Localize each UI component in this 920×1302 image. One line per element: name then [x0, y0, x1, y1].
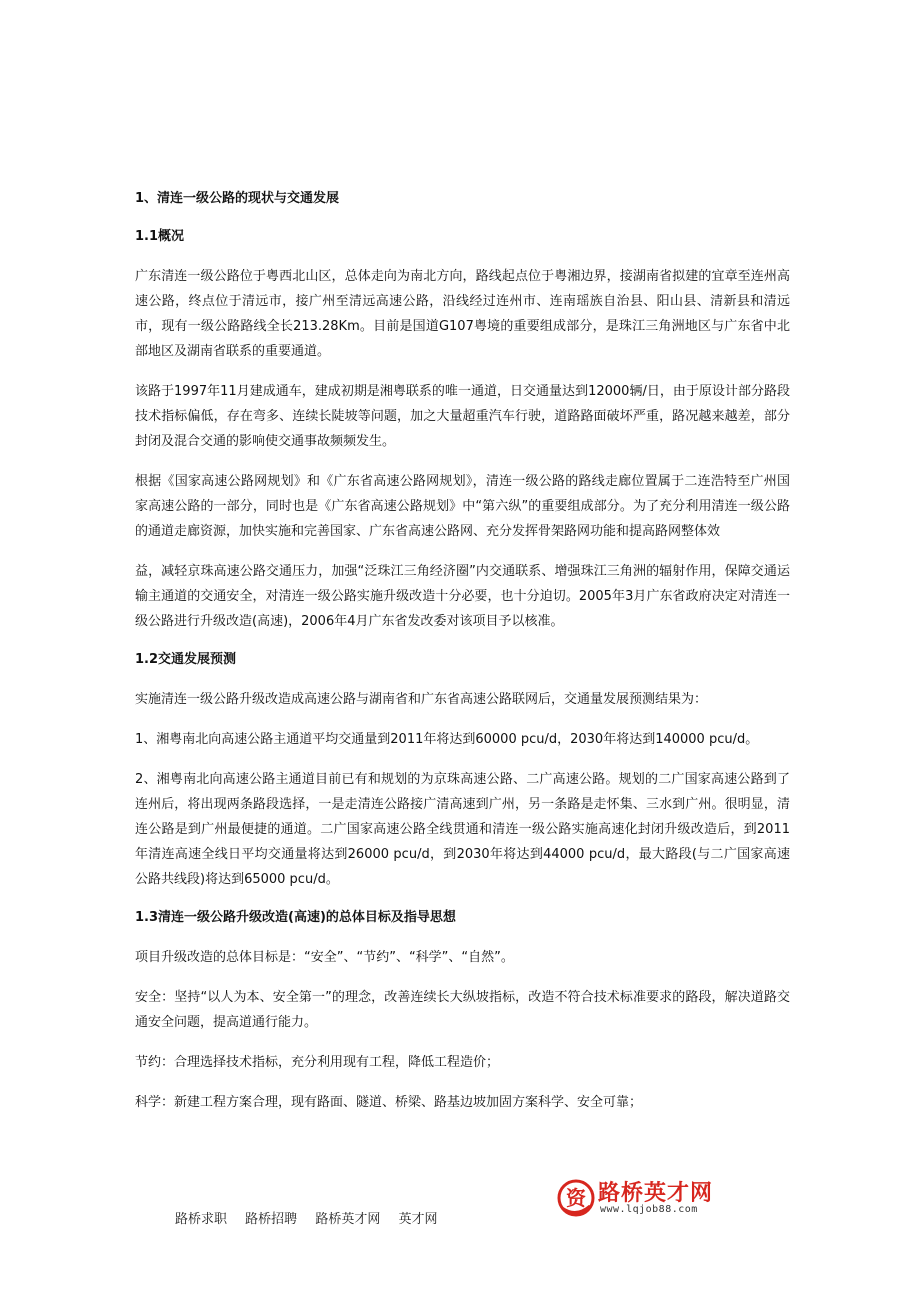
paragraph-safety: 安全：坚持“以人为本、安全第一”的理念，改善连续长大纵坡指标，改造不符合技术标准要求的路段，解决道路交通安全问题，提高道通行能力。 [135, 990, 790, 1030]
paragraph-benefit: 益，减轻京珠高速公路交通压力，加强“泛珠江三角经济圈”内交通联系、增强珠江三角洲的辐射作用，保障交通运输主通道的交通安全，对清连一级公路实施升级改造十分必要，也十分迫切。2005年3月广东省政府决定对清连一级公路进行升级改造(高速)，2006年4月广东省发改委对该项目予以核准。 [135, 564, 790, 629]
footer-links [175, 1208, 451, 1227]
page-footer [0, 1170, 920, 1230]
footer-link-talent[interactable]: 英才网 [398, 1212, 438, 1227]
paragraph-forecast-intro: 实施清连一级公路升级改造成高速公路与湖南省和广东省高速公路联网后，交通量发展预测结果为： [135, 692, 708, 707]
paragraph-forecast-2: 2、湘粤南北向高速公路主通道目前已有和规划的为京珠高速公路、二广高速公路。规划的二广国家高速公路到了连州后，将出现两条路段选择，一是走清连公路接广清高速到广州，另一条路是走怀集、三水到广州。很明显，清连公路是到广州最便捷的通道。二广国家高速公路全线贯通和清连一级公路实施高速化封闭升级改造后，到2011年清连高速全线日平均交通量将达到26000 pcu/d，到2030年将达到44000 pcu/d，最大路段(与二广国家高速公路共线段)将达到65000 pcu/d。 [135, 772, 791, 887]
logo-emblem-icon [556, 1178, 596, 1218]
document-body [135, 188, 790, 1130]
site-logo[interactable] [556, 1178, 756, 1222]
logo-url: www.lqjob88.com [600, 1204, 698, 1215]
paragraph-economy: 节约：合理选择技术指标，充分利用现有工程，降低工程造价； [135, 1055, 500, 1070]
subsection-heading-1-3: 1.3清连一级公路升级改造(高速)的总体目标及指导思想 [135, 910, 456, 925]
paragraph-goals: 项目升级改造的总体目标是：“安全”、“节约”、“科学”、“自然”。 [135, 950, 514, 965]
section-heading-1: 1、清连一级公路的现状与交通发展 [135, 191, 340, 206]
footer-link-job-search[interactable]: 路桥求职 [175, 1212, 228, 1227]
paragraph-overview: 广东清连一级公路位于粤西北山区，总体走向为南北方向，路线起点位于粤湘边界，接湖南省拟建的宜章至连州高速公路，终点位于清远市，接广州至清远高速公路，沿线经过连州市、连南瑶族自治县、阳山县、清新县和清远市，现有一级公路路线全长213.28Km。目前是国道G107粤境的重要组成部分，是珠江三角洲地区与广东省中北部地区及湖南省联系的重要通道。 [135, 269, 790, 359]
paragraph-planning: 根据《国家高速公路网规划》和《广东省高速公路网规划》，清连一级公路的路线走廊位置属于二连浩特至广州国家高速公路的一部分，同时也是《广东省高速公路规划》中“第六纵”的重要组成部分。为了充分利用清连一级公路的通道走廊资源，加快实施和完善国家、广东省高速公路网、充分发挥骨架路网功能和提高路网整体效 [135, 474, 790, 539]
logo-glyph: 资 [566, 1186, 586, 1210]
subsection-heading-1-2: 1.2交通发展预测 [135, 652, 237, 667]
paragraph-science: 科学：新建工程方案合理，现有路面、隧道、桥梁、路基边坡加固方案科学、安全可靠； [135, 1095, 643, 1110]
paragraph-history: 该路于1997年11月建成通车，建成初期是湘粤联系的唯一通道，日交通量达到12000辆/日，由于原设计部分路段技术指标偏低，存在弯多、连续长陡坡等问题，加之大量超重汽车行驶，道路路面破坏严重，路况越来越差，部分封闭及混合交通的影响使交通事故频频发生。 [135, 384, 790, 449]
subsection-heading-1-1: 1.1概况 [135, 229, 185, 244]
paragraph-forecast-1: 1、湘粤南北向高速公路主通道平均交通量到2011年将达到60000 pcu/d，2030年将达到140000 pcu/d。 [135, 732, 759, 747]
footer-link-talent-site[interactable]: 路桥英才网 [315, 1212, 381, 1227]
footer-link-recruitment[interactable]: 路桥招聘 [245, 1212, 298, 1227]
logo-title: 路桥英才网 [598, 1181, 714, 1206]
